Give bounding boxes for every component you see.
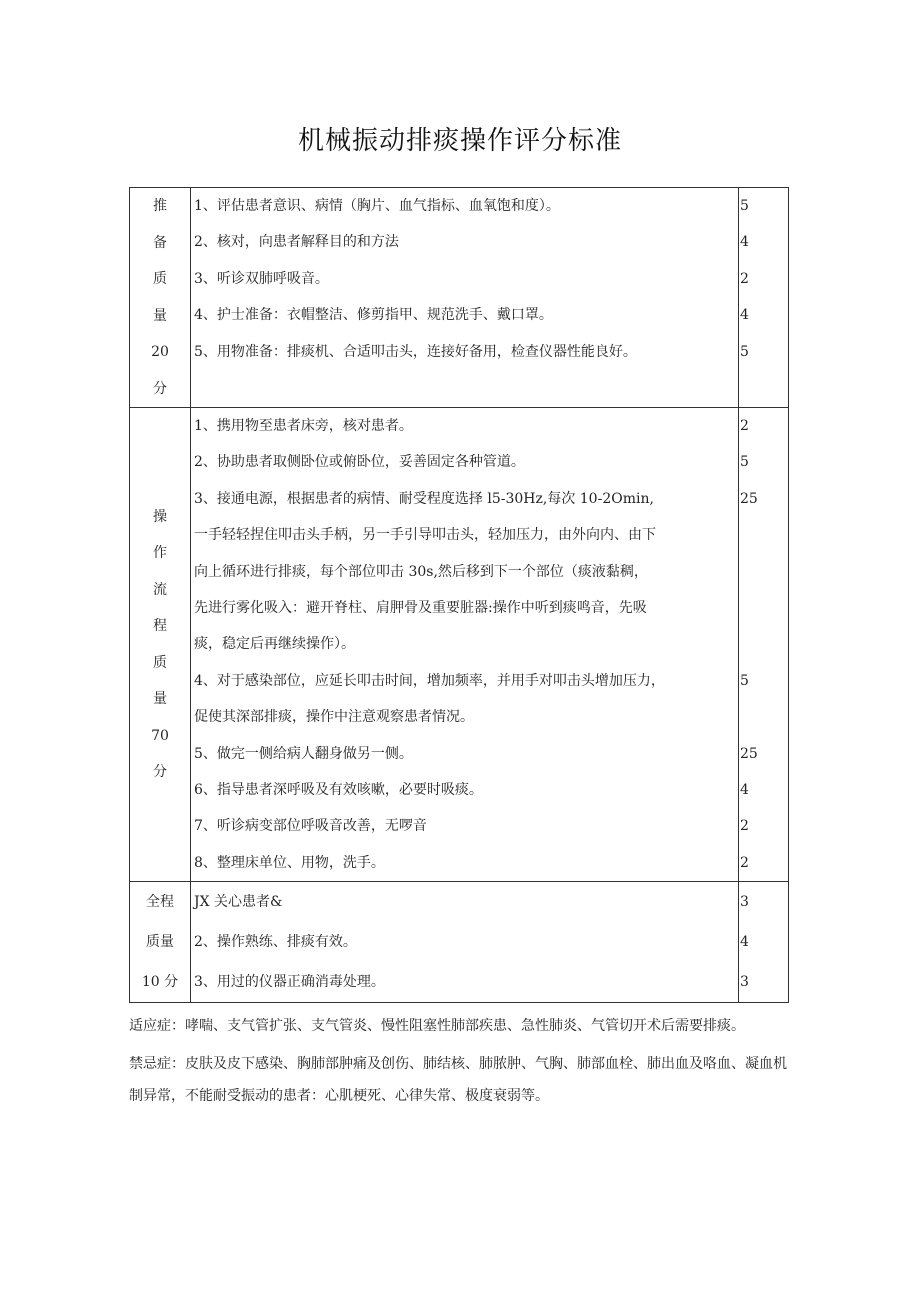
category-char: 质量 xyxy=(146,934,174,951)
score-value: 4 xyxy=(740,934,749,951)
score-value: 2 xyxy=(740,854,749,871)
content-cell xyxy=(191,188,739,407)
category-cell xyxy=(130,188,191,407)
page-title: 机械振动排痰操作评分标准 xyxy=(297,126,622,156)
score-cell xyxy=(739,408,788,881)
criterion-line: 5、用物准备：排痰机、合适叩击头，连接好备用，检查仪器性能良好。 xyxy=(194,343,637,360)
criterion-line: 4、对于感染部位，应延长叩击时间，增加频率，并用手对叩击头增加压力， xyxy=(194,672,665,689)
category-char: 操 xyxy=(153,508,167,525)
score-value xyxy=(739,590,788,626)
score-value: 5 xyxy=(740,672,749,689)
score-value xyxy=(739,370,788,406)
category-char: 备 xyxy=(153,234,167,251)
criterion-line: 3、听诊双肺呼吸音。 xyxy=(194,270,329,287)
score-value: 3 xyxy=(740,974,749,991)
category-char: 质 xyxy=(153,654,167,671)
criterion-line: 向上循环进行排痰，每个部位叩击 30s,然后移到下一个部位（痰液黏稠， xyxy=(194,563,648,580)
criterion-line: 3、接通电源，根据患者的病情、耐受程度选择 l5-30Hz,每次 10-2Omin, xyxy=(194,490,654,507)
score-value: 4 xyxy=(740,781,749,798)
score-value: 5 xyxy=(740,198,749,214)
category-char: 量 xyxy=(153,691,167,708)
indications-text: 适应症：哮喘、支气管扩张、支气管炎、慢性阻塞性肺部疾患、急性肺炎、气管切开术后需要排痰。 xyxy=(129,1018,745,1034)
score-value: 4 xyxy=(740,307,749,324)
category-char: 推 xyxy=(153,198,167,214)
section-overall-quality xyxy=(130,881,788,1002)
category-char: 流 xyxy=(153,581,167,598)
section-procedure xyxy=(130,407,788,881)
content-cell xyxy=(191,882,739,1002)
category-char: 70 xyxy=(151,727,169,744)
criterion-line: 促使其深部排痰，操作中注意观察患者情况。 xyxy=(194,709,474,726)
score-cell xyxy=(739,882,788,1002)
category-char: 分 xyxy=(153,380,167,397)
score-value: 4 xyxy=(740,234,749,251)
score-value: 2 xyxy=(740,270,749,287)
score-value: 25 xyxy=(740,490,758,507)
score-value xyxy=(739,626,788,662)
category-cell xyxy=(130,882,191,1002)
section-preparation xyxy=(130,188,788,407)
criterion-line: 2、核对，向患者解释目的和方法 xyxy=(194,234,399,251)
category-char: 量 xyxy=(153,307,167,324)
score-cell xyxy=(739,188,788,407)
criterion-line: JX 关心患者& xyxy=(194,894,283,911)
contraindications-text: 禁忌症：皮肤及皮下感染、胸肺部肿痛及创伤、肺结核、肺脓肿、气胸、肺部血栓、肺出血及咯血、凝血机制异常，不能耐受振动的患者：心肌梗死、心律失常、极度衰弱等。 xyxy=(129,1056,787,1104)
category-char: 作 xyxy=(153,545,167,562)
score-value: 2 xyxy=(740,418,749,434)
criterion-line: 3、用过的仪器正确消毒处理。 xyxy=(194,974,385,991)
category-char: 分 xyxy=(153,764,167,781)
criterion-line: 2、操作熟练、排痰有效。 xyxy=(194,934,357,951)
scoring-table xyxy=(129,187,789,1003)
criterion-line: 5、做完一侧给病人翻身做另一侧。 xyxy=(194,745,413,762)
score-value: 5 xyxy=(740,343,749,360)
score-value: 3 xyxy=(740,894,749,911)
score-value: 5 xyxy=(740,454,749,471)
score-value xyxy=(739,554,788,590)
criterion-line: 8、整理床单位、用物，洗手。 xyxy=(194,854,385,871)
criterion-line: 6、指导患者深呼吸及有效咳嗽，必要时吸痰。 xyxy=(194,781,483,798)
criterion-line: 痰，稳定后再继续操作）。 xyxy=(194,636,355,653)
criterion-line: 1、评估患者意识、病情（胸片、血气指标、血氧饱和度）。 xyxy=(194,198,560,214)
criterion-line: 先进行雾化吸入：避开脊柱、肩胛骨及重要脏器:操作中听到痰鸣音，先吸 xyxy=(194,599,647,616)
score-value: 2 xyxy=(740,818,749,835)
criterion-line: 2、协助患者取侧卧位或俯卧位，妥善固定各种管道。 xyxy=(194,454,525,471)
criterion-line xyxy=(191,370,738,406)
criterion-line: 1、携用物至患者床旁，核对患者。 xyxy=(194,418,413,434)
score-value xyxy=(739,699,788,735)
score-value: 25 xyxy=(740,745,758,762)
category-char: 质 xyxy=(153,271,167,287)
notes xyxy=(129,1010,789,1118)
content-cell xyxy=(191,408,739,881)
criterion-line: 4、护士准备：衣帽整洁、修剪指甲、规范洗手、戴口罩。 xyxy=(194,307,553,324)
category-char: 20 xyxy=(151,344,169,360)
criterion-line: 7、听诊病变部位呼吸音改善，无啰音 xyxy=(194,818,427,835)
category-char: 程 xyxy=(153,618,167,635)
score-value xyxy=(739,517,788,553)
category-char: 10 分 xyxy=(141,974,179,991)
criterion-line: 一手轻轻捏住叩击头手柄，另一手引导叩击头，轻加压力，由外向内、由下 xyxy=(194,527,656,544)
category-char: 全程 xyxy=(146,894,174,911)
category-cell xyxy=(130,408,191,881)
